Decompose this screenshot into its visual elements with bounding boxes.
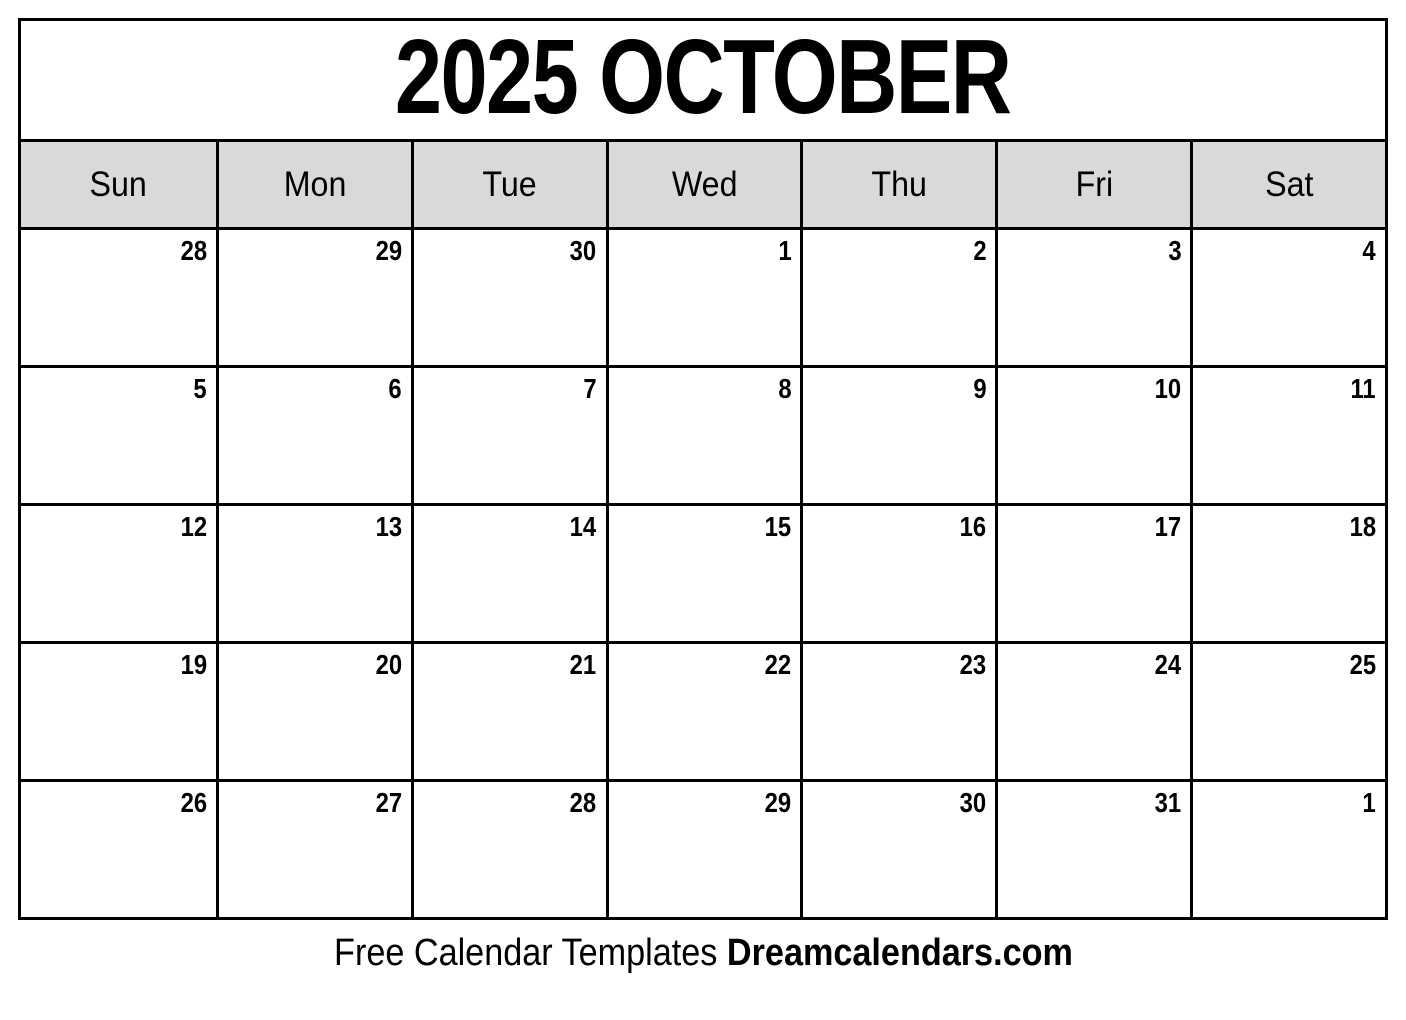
day-cell [1190, 641, 1385, 779]
day-cell [800, 365, 995, 503]
day-number: 28 [570, 787, 597, 818]
footer-brand: Dreamcalendars.com [726, 932, 1073, 974]
day-cell [800, 641, 995, 779]
weekday-label: Tue [482, 164, 537, 204]
day-number: 5 [193, 373, 207, 404]
day-cell [1190, 503, 1385, 641]
day-number: 21 [570, 649, 597, 680]
weekday-label: Mon [283, 164, 347, 204]
day-number: 18 [1349, 511, 1376, 542]
weekday-label: Wed [671, 164, 738, 204]
day-number: 12 [180, 511, 207, 542]
day-number: 30 [959, 787, 987, 818]
day-cell [995, 365, 1190, 503]
weekday-label: Fri [1075, 164, 1113, 204]
day-cell [216, 227, 411, 365]
day-cell [411, 779, 606, 917]
calendar-title: 2025 OCTOBER [395, 21, 1011, 136]
day-number: 2 [973, 235, 987, 266]
weekday-header-thu [800, 142, 995, 227]
day-cell [216, 503, 411, 641]
day-cell [606, 503, 801, 641]
day-number: 30 [570, 235, 597, 266]
day-cell [606, 779, 801, 917]
day-number: 7 [583, 373, 597, 404]
day-cell [800, 503, 995, 641]
day-cell [21, 227, 216, 365]
day-cell [21, 779, 216, 917]
day-cell [1190, 227, 1385, 365]
day-number: 20 [375, 649, 402, 680]
footer [0, 932, 1406, 975]
day-number: 26 [180, 787, 207, 818]
day-cell [995, 779, 1190, 917]
day-number: 6 [388, 373, 402, 404]
day-cell [411, 503, 606, 641]
day-number: 22 [764, 649, 792, 680]
day-number: 1 [1362, 787, 1376, 818]
week-row-1 [21, 227, 1385, 365]
weekday-header-fri [995, 142, 1190, 227]
day-cell [21, 365, 216, 503]
day-number: 10 [1154, 373, 1182, 404]
day-number: 17 [1154, 511, 1182, 542]
day-number: 1 [778, 235, 792, 266]
week-row-4 [21, 641, 1385, 779]
week-row-5 [21, 779, 1385, 917]
week-row-2 [21, 365, 1385, 503]
weekday-label: Sat [1264, 164, 1314, 204]
day-cell [411, 365, 606, 503]
weekday-header-sat [1190, 142, 1385, 227]
day-number: 11 [1350, 373, 1376, 404]
day-number: 27 [375, 787, 402, 818]
day-cell [21, 641, 216, 779]
day-number: 25 [1349, 649, 1376, 680]
day-number: 14 [570, 511, 597, 542]
day-cell [1190, 779, 1385, 917]
weekday-label: Sun [89, 164, 148, 204]
day-number: 9 [973, 373, 987, 404]
day-number: 19 [180, 649, 207, 680]
day-number: 15 [764, 511, 792, 542]
day-cell [606, 365, 801, 503]
day-cell [216, 365, 411, 503]
week-row-3 [21, 503, 1385, 641]
calendar-frame [18, 18, 1388, 920]
day-number: 23 [959, 649, 987, 680]
weekday-header-row [21, 142, 1385, 227]
day-number: 29 [764, 787, 792, 818]
day-number: 31 [1154, 787, 1182, 818]
weekday-label: Thu [871, 164, 928, 204]
day-cell [1190, 365, 1385, 503]
day-cell [411, 227, 606, 365]
weekday-header-tue [411, 142, 606, 227]
day-cell [995, 227, 1190, 365]
day-number: 24 [1154, 649, 1182, 680]
calendar-title-bar [21, 21, 1385, 142]
day-number: 29 [375, 235, 402, 266]
day-cell [606, 227, 801, 365]
weekday-header-sun [21, 142, 216, 227]
day-cell [216, 641, 411, 779]
weekday-header-mon [216, 142, 411, 227]
day-cell [21, 503, 216, 641]
day-number: 4 [1362, 235, 1376, 266]
day-number: 13 [375, 511, 402, 542]
day-number: 16 [959, 511, 987, 542]
weekday-header-wed [606, 142, 801, 227]
day-number: 28 [180, 235, 207, 266]
day-cell [411, 641, 606, 779]
day-number: 8 [778, 373, 792, 404]
day-number: 3 [1167, 235, 1182, 266]
footer-free-text: Free Calendar Templates [333, 932, 727, 974]
day-cell [800, 779, 995, 917]
day-cell [606, 641, 801, 779]
day-cell [800, 227, 995, 365]
footer-text [334, 932, 1073, 975]
day-cell [995, 641, 1190, 779]
day-cell [995, 503, 1190, 641]
day-cell [216, 779, 411, 917]
